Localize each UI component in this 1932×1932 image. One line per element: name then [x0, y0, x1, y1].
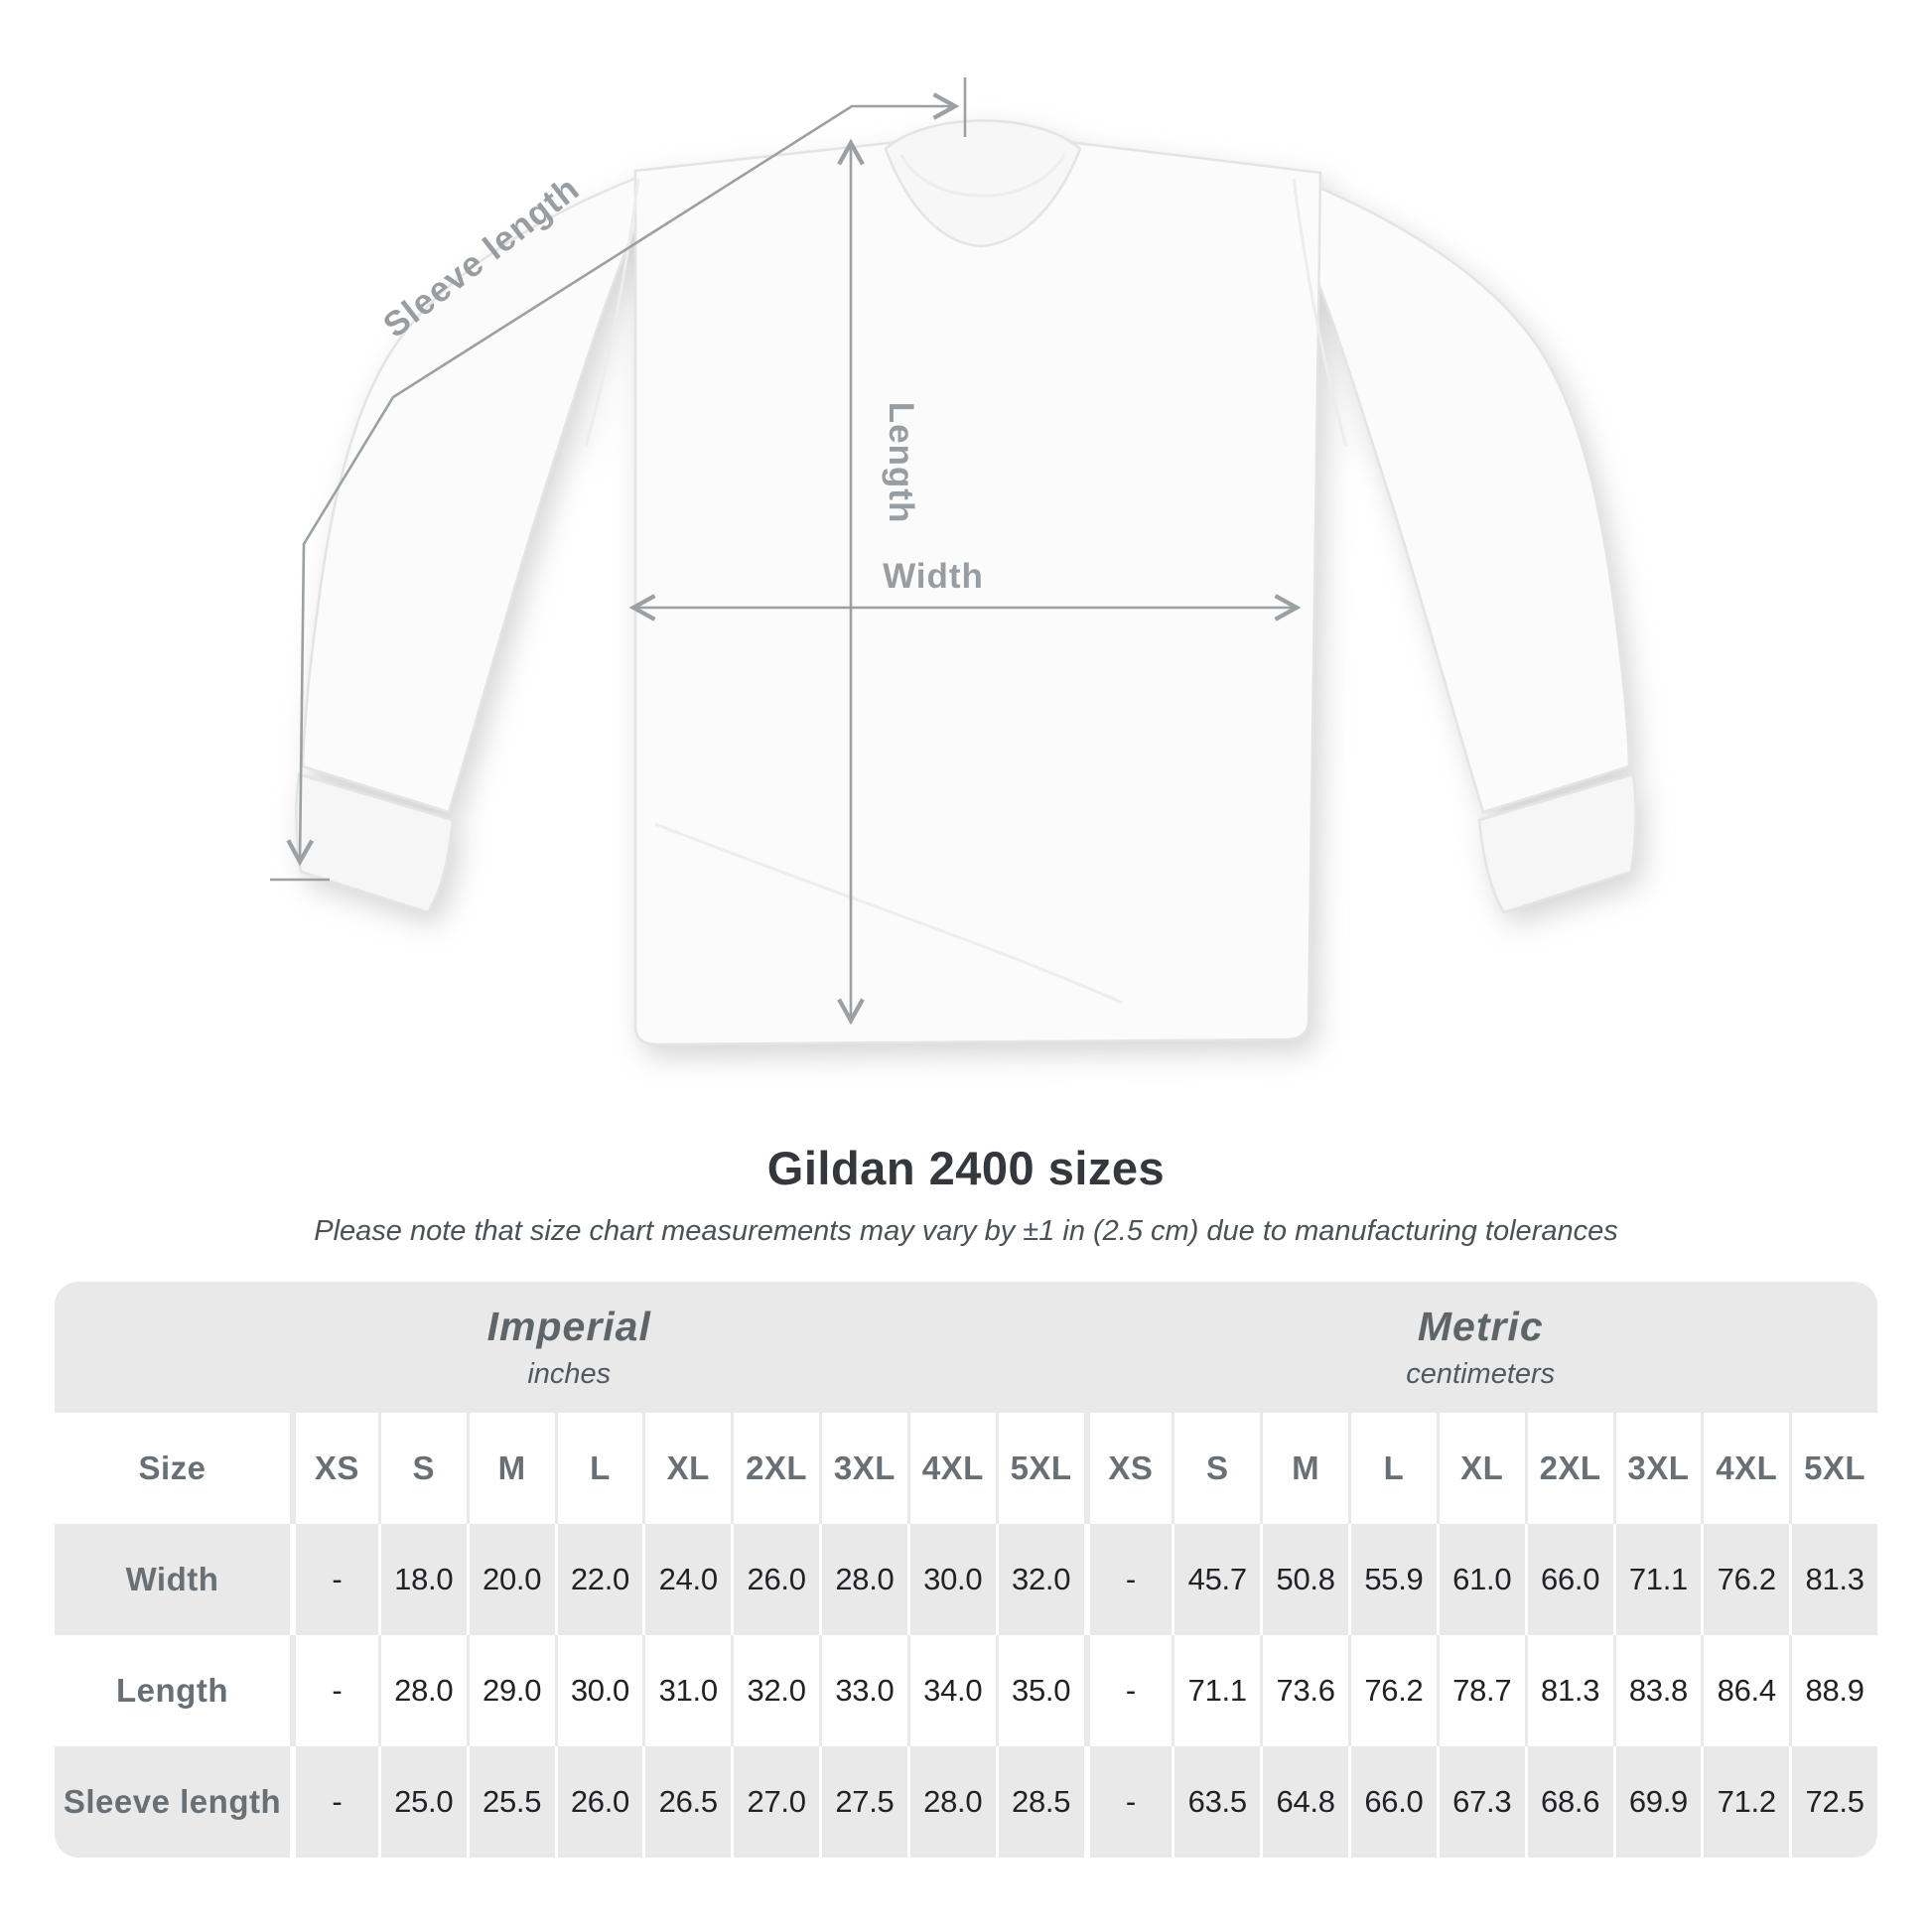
width-label: Width [883, 557, 984, 596]
size-header: S [378, 1413, 467, 1524]
value-cell: 71.1 [1172, 1635, 1260, 1746]
value-cell: 64.8 [1260, 1746, 1348, 1858]
section-header-metric [1084, 1282, 1878, 1413]
row-label: Length [55, 1635, 290, 1746]
value-cell: 26.0 [731, 1524, 819, 1635]
value-cell: 86.4 [1701, 1635, 1789, 1746]
value-cell: 32.0 [731, 1635, 819, 1746]
section-header-imperial [55, 1282, 1084, 1413]
size-header: S [1172, 1413, 1260, 1524]
value-cell: 71.2 [1701, 1746, 1789, 1858]
size-header: 4XL [907, 1413, 996, 1524]
page-subtitle: Please note that size chart measurements may vary by ±1 in (2.5 cm) due to manufacturing tolerances [314, 1215, 1618, 1248]
value-cell: - [1084, 1524, 1173, 1635]
value-cell: 20.0 [467, 1524, 555, 1635]
value-cell: 18.0 [378, 1524, 467, 1635]
value-cell: 72.5 [1789, 1746, 1877, 1858]
value-cell: 28.0 [819, 1524, 907, 1635]
value-cell: 25.0 [378, 1746, 467, 1858]
size-header: 3XL [819, 1413, 907, 1524]
value-cell: 22.0 [555, 1524, 643, 1635]
size-header: 4XL [1701, 1413, 1789, 1524]
size-header: L [1348, 1413, 1437, 1524]
sleeve-length-label: Sleeve length [375, 169, 587, 345]
size-header: M [467, 1413, 555, 1524]
value-cell: 35.0 [996, 1635, 1084, 1746]
size-header: 3XL [1613, 1413, 1702, 1524]
value-cell: - [290, 1746, 378, 1858]
value-cell: 61.0 [1437, 1524, 1525, 1635]
value-cell: 81.3 [1789, 1524, 1877, 1635]
section-sublabel: centimeters [1406, 1358, 1556, 1391]
value-cell: 81.3 [1525, 1635, 1613, 1746]
value-cell: 83.8 [1613, 1635, 1702, 1746]
value-cell: 28.0 [907, 1746, 996, 1858]
value-cell: 50.8 [1260, 1524, 1348, 1635]
right-sleeve [1293, 177, 1629, 812]
value-cell: 71.1 [1613, 1524, 1702, 1635]
value-cell: 27.0 [731, 1746, 819, 1858]
value-cell: 76.2 [1348, 1635, 1437, 1746]
size-header: 2XL [731, 1413, 819, 1524]
value-cell: - [1084, 1635, 1173, 1746]
value-cell: 63.5 [1172, 1746, 1260, 1858]
value-cell: 30.0 [907, 1524, 996, 1635]
value-cell: 88.9 [1789, 1635, 1877, 1746]
size-header: M [1260, 1413, 1348, 1524]
value-cell: 55.9 [1348, 1524, 1437, 1635]
section-label: Imperial [486, 1304, 651, 1350]
value-cell: 30.0 [555, 1635, 643, 1746]
size-col-header: Size [55, 1413, 290, 1524]
value-cell: 69.9 [1613, 1746, 1702, 1858]
value-cell: 67.3 [1437, 1746, 1525, 1858]
value-cell: - [290, 1524, 378, 1635]
value-cell: 29.0 [467, 1635, 555, 1746]
value-cell: - [1084, 1746, 1173, 1858]
row-label: Sleeve length [55, 1746, 290, 1858]
value-cell: 25.5 [467, 1746, 555, 1858]
value-cell: 32.0 [996, 1524, 1084, 1635]
size-header: XL [1437, 1413, 1525, 1524]
value-cell: 26.0 [555, 1746, 643, 1858]
size-header: 5XL [996, 1413, 1084, 1524]
size-header: 5XL [1789, 1413, 1877, 1524]
value-cell: 76.2 [1701, 1524, 1789, 1635]
section-sublabel: inches [527, 1358, 612, 1391]
value-cell: 24.0 [642, 1524, 731, 1635]
value-cell: 28.0 [378, 1635, 467, 1746]
value-cell: 33.0 [819, 1635, 907, 1746]
value-cell: 78.7 [1437, 1635, 1525, 1746]
value-cell: 73.6 [1260, 1635, 1348, 1746]
size-header: L [555, 1413, 643, 1524]
size-header: XS [290, 1413, 378, 1524]
value-cell: 26.5 [642, 1746, 731, 1858]
length-label: Length [882, 401, 920, 524]
size-header: 2XL [1525, 1413, 1613, 1524]
value-cell: - [290, 1635, 378, 1746]
value-cell: 66.0 [1525, 1524, 1613, 1635]
size-header: XL [642, 1413, 731, 1524]
size-table [55, 1282, 1877, 1858]
value-cell: 45.7 [1172, 1524, 1260, 1635]
value-cell: 34.0 [907, 1635, 996, 1746]
page-title: Gildan 2400 sizes [766, 1142, 1166, 1194]
value-cell: 27.5 [819, 1746, 907, 1858]
value-cell: 66.0 [1348, 1746, 1437, 1858]
title-block [0, 1142, 1932, 1248]
section-label: Metric [1417, 1304, 1544, 1350]
value-cell: 28.5 [996, 1746, 1084, 1858]
value-cell: 31.0 [642, 1635, 731, 1746]
row-label: Width [55, 1524, 290, 1635]
value-cell: 68.6 [1525, 1746, 1613, 1858]
size-header: XS [1084, 1413, 1173, 1524]
